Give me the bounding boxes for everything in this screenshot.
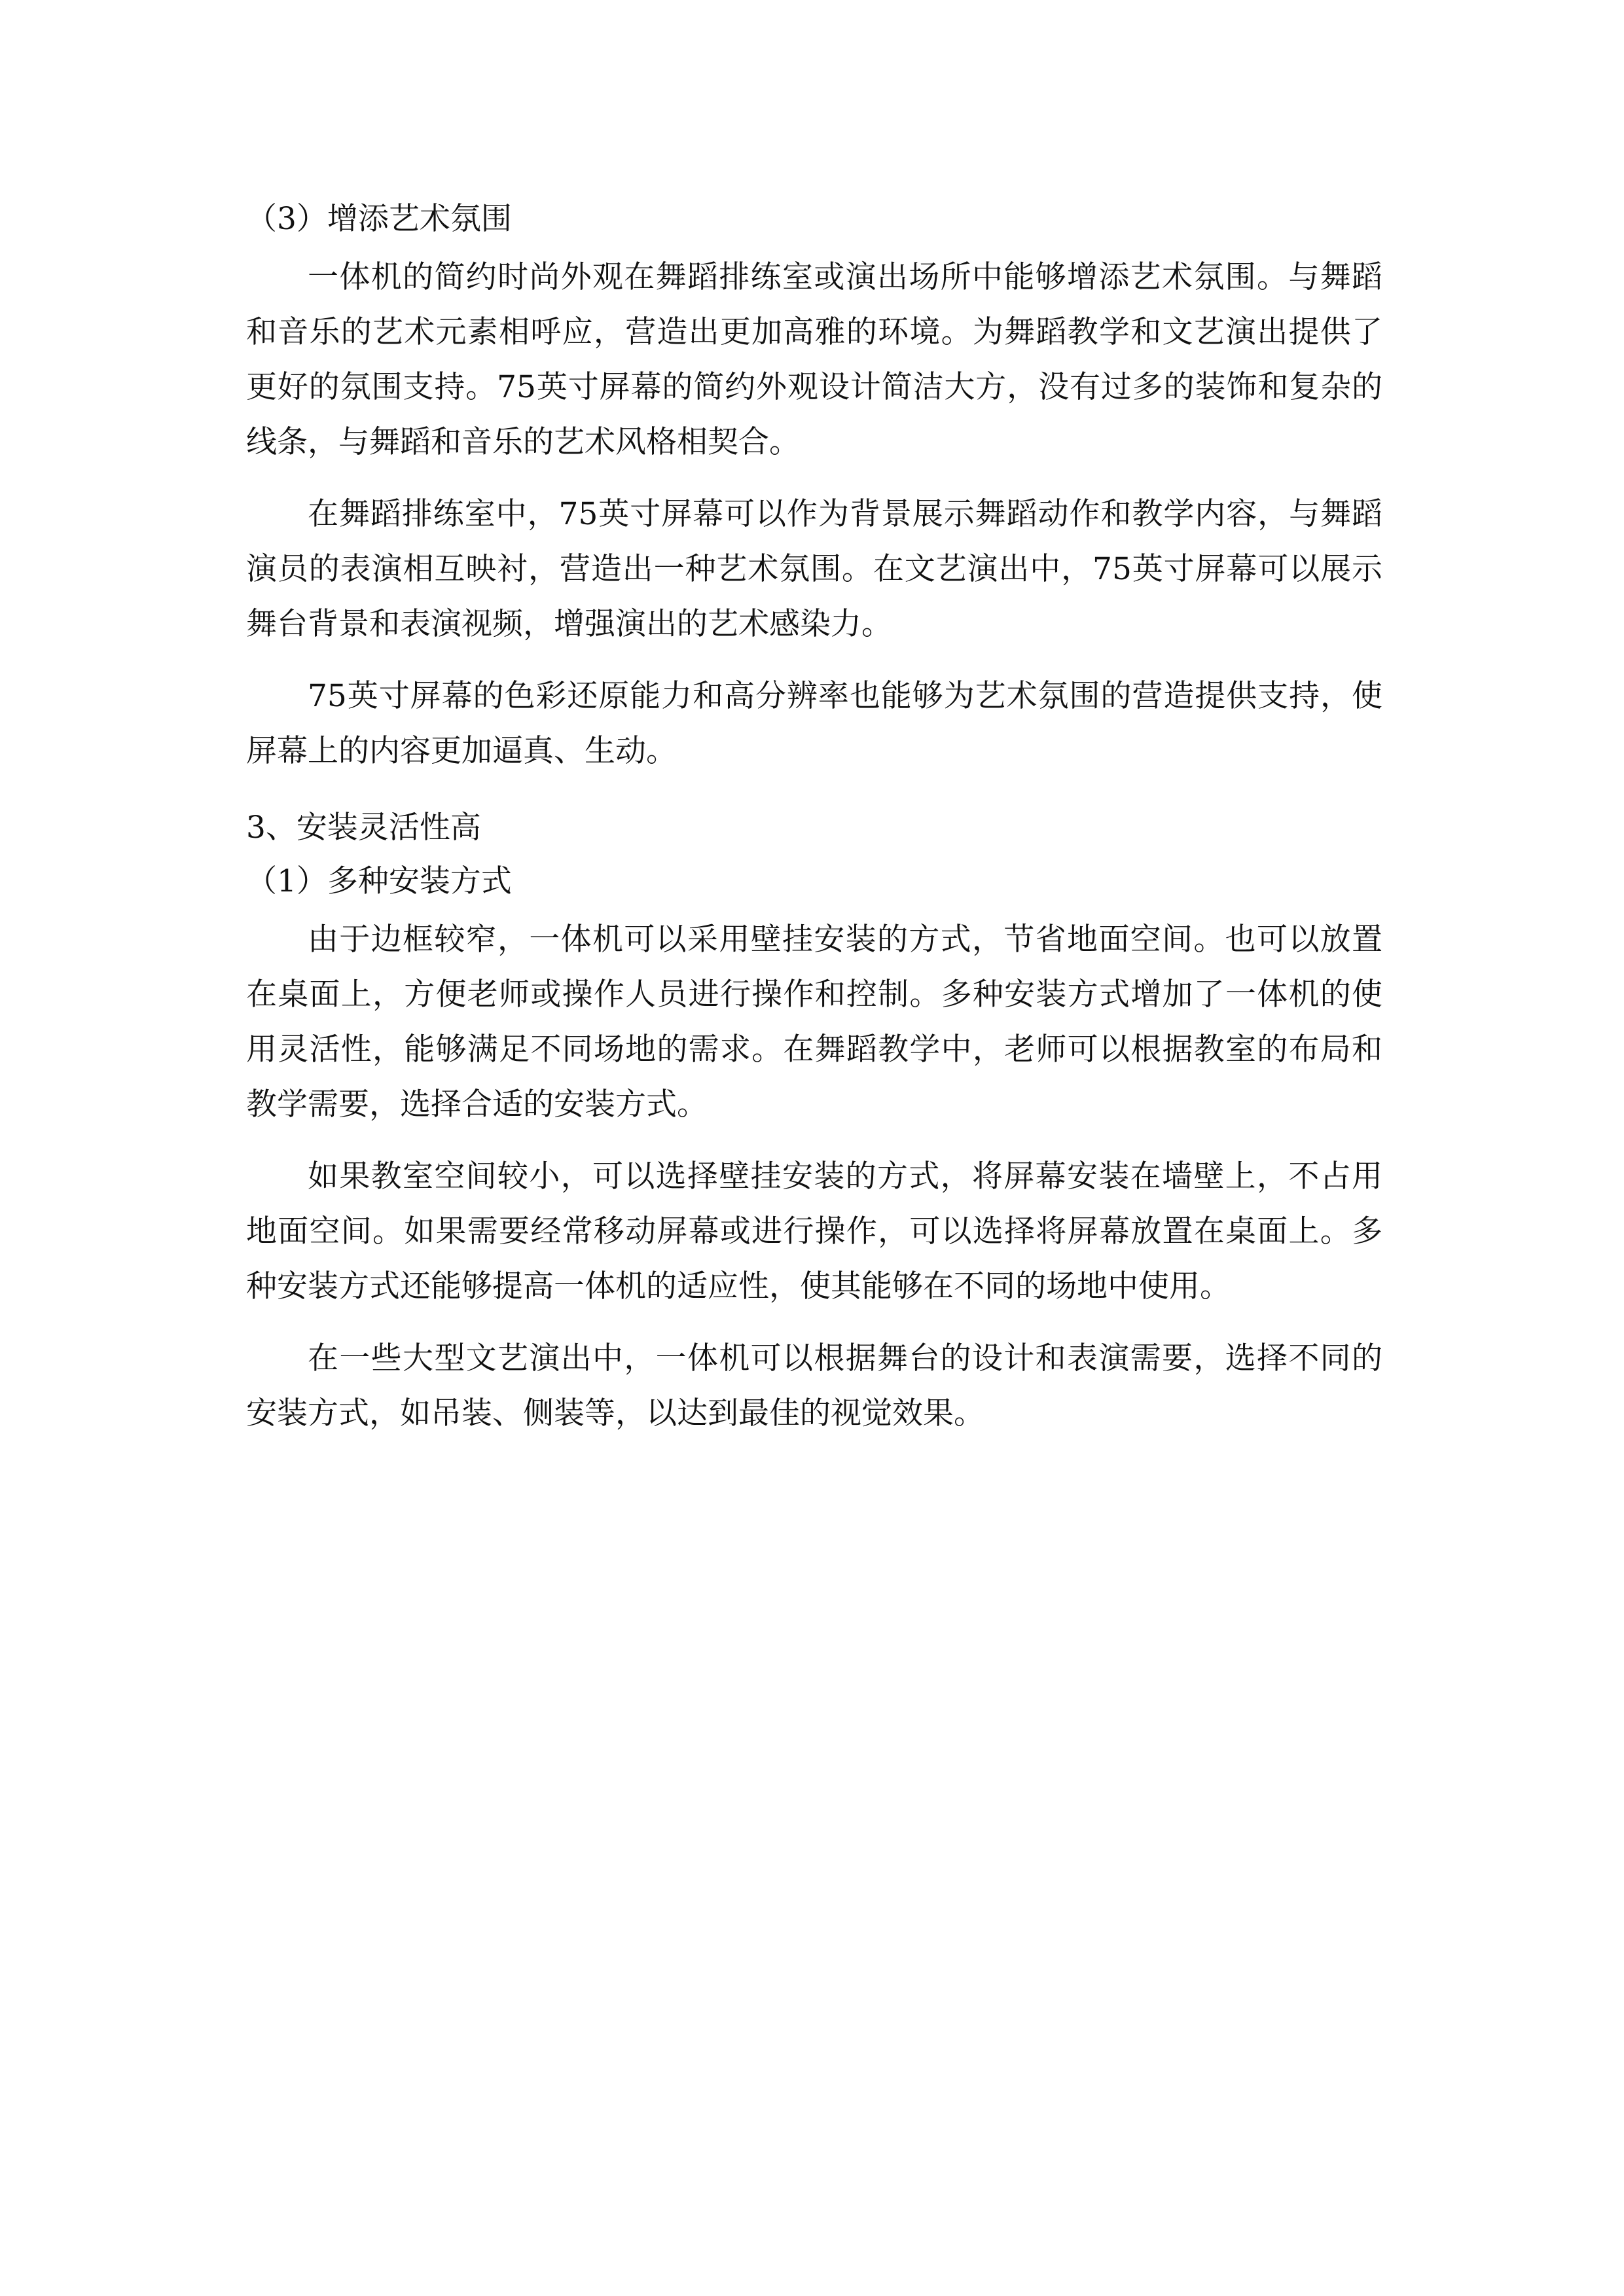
paragraph-art-atmosphere-1: 一体机的简约时尚外观在舞蹈排练室或演出场所中能够增添艺术氛围。与舞蹈和音乐的艺术元素相呼应，营造出更加高雅的环境。为舞蹈教学和文艺演出提供了更好的氛围支持。75英寸屏幕的简约外观设计简洁大方，没有过多的装饰和复杂的线条，与舞蹈和音乐的艺术风格相契合。 bbox=[246, 259, 1382, 460]
paragraph-installation-1: 由于边框较窄，一体机可以采用壁挂安装的方式，节省地面空间。也可以放置在桌面上，方便老师或操作人员进行操作和控制。多种安装方式增加了一体机的使用灵活性，能够满足不同场地的需求。在舞蹈教学中，老师可以根据教室的布局和教学需要，选择合适的安装方式。 bbox=[246, 922, 1382, 1122]
spacer bbox=[246, 470, 1382, 487]
spacer bbox=[246, 1132, 1382, 1149]
spacer bbox=[246, 851, 1382, 859]
spacer bbox=[246, 905, 1382, 912]
subheading-installation-methods: （1）多种安装方式 bbox=[246, 863, 512, 899]
spacer bbox=[246, 779, 1382, 805]
paragraph-art-atmosphere-2: 在舞蹈排练室中，75英寸屏幕可以作为背景展示舞蹈动作和教学内容，与舞蹈演员的表演相互映衬，营造出一种艺术氛围。在文艺演出中，75英寸屏幕可以展示舞台背景和表演视频，增强演出的艺术感染力。 bbox=[246, 496, 1382, 642]
paragraph-installation-2: 如果教室空间较小，可以选择壁挂安装的方式，将屏幕安装在墙壁上，不占用地面空间。如果需要经常移动屏幕或进行操作，可以选择将屏幕放置在桌面上。多种安装方式还能够提高一体机的适应性，使其能够在不同的场地中使用。 bbox=[246, 1158, 1382, 1304]
spacer bbox=[246, 652, 1382, 669]
section-heading-installation-flexibility: 3、安装灵活性高 bbox=[246, 810, 481, 846]
paragraph-installation-3: 在一些大型文艺演出中，一体机可以根据舞台的设计和表演需要，选择不同的安装方式，如吊装、侧装等，以达到最佳的视觉效果。 bbox=[246, 1340, 1382, 1431]
spacer bbox=[246, 1314, 1382, 1331]
spacer bbox=[246, 242, 1382, 250]
document-body bbox=[246, 196, 1382, 1441]
section-heading-art-atmosphere: （3）增添艺术氛围 bbox=[246, 201, 512, 237]
paragraph-art-atmosphere-3: 75英寸屏幕的色彩还原能力和高分辨率也能够为艺术氛围的营造提供支持，使屏幕上的内容更加逼真、生动。 bbox=[246, 678, 1382, 769]
